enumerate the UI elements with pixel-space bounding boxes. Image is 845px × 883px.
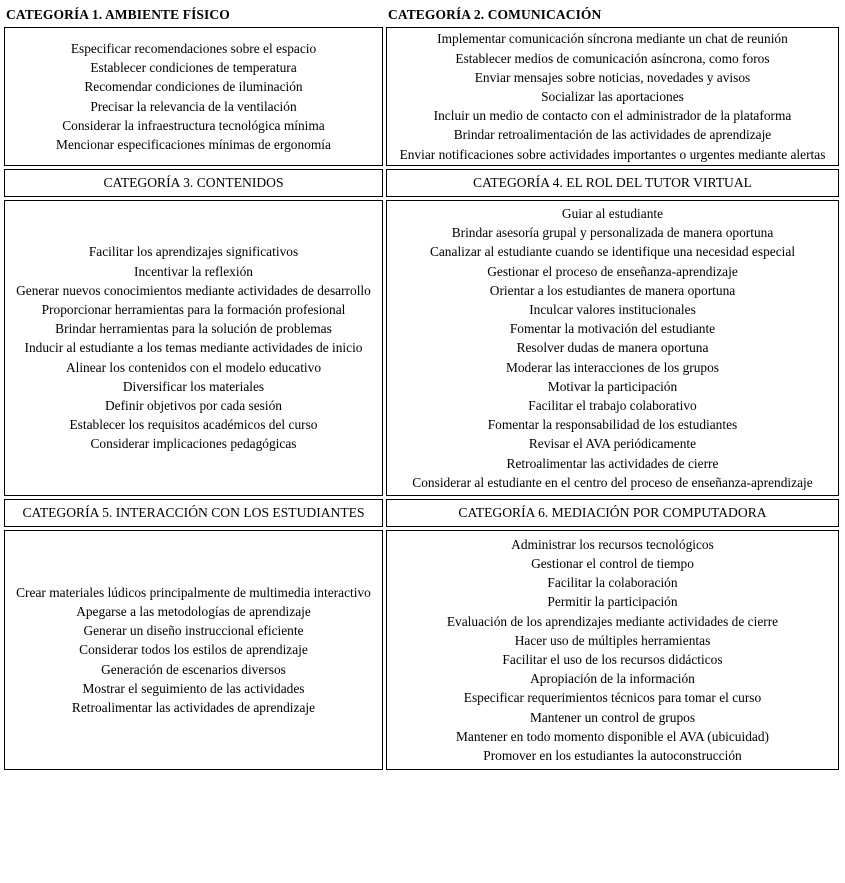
list-item: Incentivar la reflexión <box>134 263 253 279</box>
categoria-1-body-box <box>4 27 383 166</box>
list-item: Considerar todos los estilos de aprendizaje <box>79 642 308 658</box>
list-item: Retroalimentar las actividades de aprendizaje <box>71 700 316 715</box>
list-item: Evaluación de los aprendizajes mediante actividades de cierre <box>446 613 779 629</box>
list-item: Permitir la participación <box>547 594 678 610</box>
list-item: Hacer uso de múltiples herramientas <box>514 632 711 648</box>
list-item: Orientar a los estudiantes de manera oportuna <box>489 282 736 298</box>
list-item: Retroalimentar las actividades de cierre <box>506 455 719 471</box>
categoria-2-body-box <box>386 27 839 166</box>
list-item: Establecer condiciones de temperatura <box>90 60 297 76</box>
list-item: Generación de escenarios diversos <box>101 661 286 677</box>
categoria-5-header-box: CATEGORÍA 5. INTERACCIÓN CON LOS ESTUDIANTES <box>4 499 383 527</box>
list-item: Promover en los estudiantes la autoconstrucción <box>483 748 742 764</box>
section-heading-categoria-2: CATEGORÍA 2. COMUNICACIÓN <box>388 7 602 22</box>
list-item: Precisar la relevancia de la ventilación <box>90 98 297 114</box>
list-item: Guiar al estudiante <box>561 205 664 221</box>
list-item: Brindar asesoría grupal y personalizada de manera oportuna <box>451 225 774 241</box>
list-item: Proporcionar herramientas para la formación profesional <box>41 301 346 317</box>
categoria-4-header-box: CATEGORÍA 4. EL ROL DEL TUTOR VIRTUAL <box>386 169 839 197</box>
right-column <box>386 4 839 770</box>
left-column <box>4 4 383 770</box>
list-item: Definir objetivos por cada sesión <box>104 398 282 413</box>
list-item: Brindar retroalimentación de las actividades de aprendizaje <box>453 127 772 143</box>
list-item: Mantener un control de grupos <box>529 709 696 725</box>
list-item: Motivar la participación <box>547 378 678 394</box>
list-item: Gestionar el control de tiempo <box>531 555 694 571</box>
list-item: Inculcar valores institucionales <box>529 302 696 317</box>
list-item: Enviar mensajes sobre noticias, novedades y avisos <box>474 69 751 85</box>
list-item: Considerar implicaciones pedagógicas <box>90 436 297 452</box>
list-item: Facilitar la colaboración <box>547 575 678 591</box>
list-item: Socializar las aportaciones <box>541 88 684 104</box>
list-item: Diversificar los materiales <box>122 378 265 394</box>
list-item: Generar nuevos conocimientos mediante actividades de desarrollo <box>16 282 371 298</box>
categoria-6-header-box: CATEGORÍA 6. MEDIACIÓN POR COMPUTADORA <box>386 499 839 527</box>
list-item: Alinear los contenidos con el modelo educativo <box>65 359 322 375</box>
list-item: Especificar requerimientos técnicos para tomar el curso <box>463 690 762 706</box>
list-item: Considerar al estudiante en el centro del proceso de enseñanza-aprendizaje <box>412 474 813 490</box>
list-item: Generar un diseño instruccional eficiente <box>83 623 304 639</box>
list-item: Crear materiales lúdicos principalmente de multimedia interactivo <box>16 584 371 600</box>
list-item: Administrar los recursos tecnológicos <box>511 536 714 552</box>
list-item: Apegarse a las metodologías de aprendizaje <box>76 603 311 619</box>
list-item: Fomentar la responsabilidad de los estudiantes <box>487 417 738 433</box>
categoria-3-header-box: CATEGORÍA 3. CONTENIDOS <box>4 169 383 197</box>
list-item: Canalizar al estudiante cuando se identifique una necesidad especial <box>429 244 796 260</box>
list-item: Gestionar el proceso de enseñanza-aprendizaje <box>487 263 738 279</box>
list-item: Especificar recomendaciones sobre el espacio <box>70 40 317 56</box>
list-item: Mantener en todo momento disponible el AVA (ubicuidad) <box>455 728 770 744</box>
list-item: Facilitar el uso de los recursos didácticos <box>502 652 723 667</box>
two-column-layout <box>4 4 839 770</box>
list-item: Establecer medios de comunicación asíncrona, como foros <box>455 50 770 66</box>
list-item: Fomentar la motivación del estudiante <box>509 321 716 337</box>
list-item: Considerar la infraestructura tecnológica mínima <box>62 117 325 133</box>
categoria-5-body-box <box>4 530 383 770</box>
list-item: Establecer los requisitos académicos del curso <box>69 417 318 433</box>
list-item: Apropiación de la información <box>530 671 695 687</box>
categoria-3-body-box <box>4 200 383 496</box>
categoria-6-body-box <box>386 530 839 770</box>
list-item: Implementar comunicación síncrona mediante un chat de reunión <box>437 31 788 47</box>
section-heading-categoria-1: CATEGORÍA 1. AMBIENTE FÍSICO <box>6 7 230 22</box>
list-item: Facilitar el trabajo colaborativo <box>528 398 697 414</box>
list-item: Enviar notificaciones sobre actividades importantes o urgentes mediante alertas <box>399 146 826 162</box>
list-item: Incluir un medio de contacto con el administrador de la plataforma <box>433 108 792 124</box>
list-item: Moderar las interacciones de los grupos <box>505 359 720 375</box>
list-item: Recomendar condiciones de iluminación <box>84 79 303 95</box>
list-item: Mencionar especificaciones mínimas de ergonomía <box>56 136 331 152</box>
list-item: Mostrar el seguimiento de las actividades <box>82 680 305 696</box>
categoria-4-body-box <box>386 200 839 496</box>
list-item: Brindar herramientas para la solución de problemas <box>55 321 332 337</box>
list-item: Inducir al estudiante a los temas mediante actividades de inicio <box>24 340 363 356</box>
list-item: Facilitar los aprendizajes significativos <box>88 244 299 260</box>
list-item: Resolver dudas de manera oportuna <box>516 340 709 356</box>
list-item: Revisar el AVA periódicamente <box>528 436 697 452</box>
